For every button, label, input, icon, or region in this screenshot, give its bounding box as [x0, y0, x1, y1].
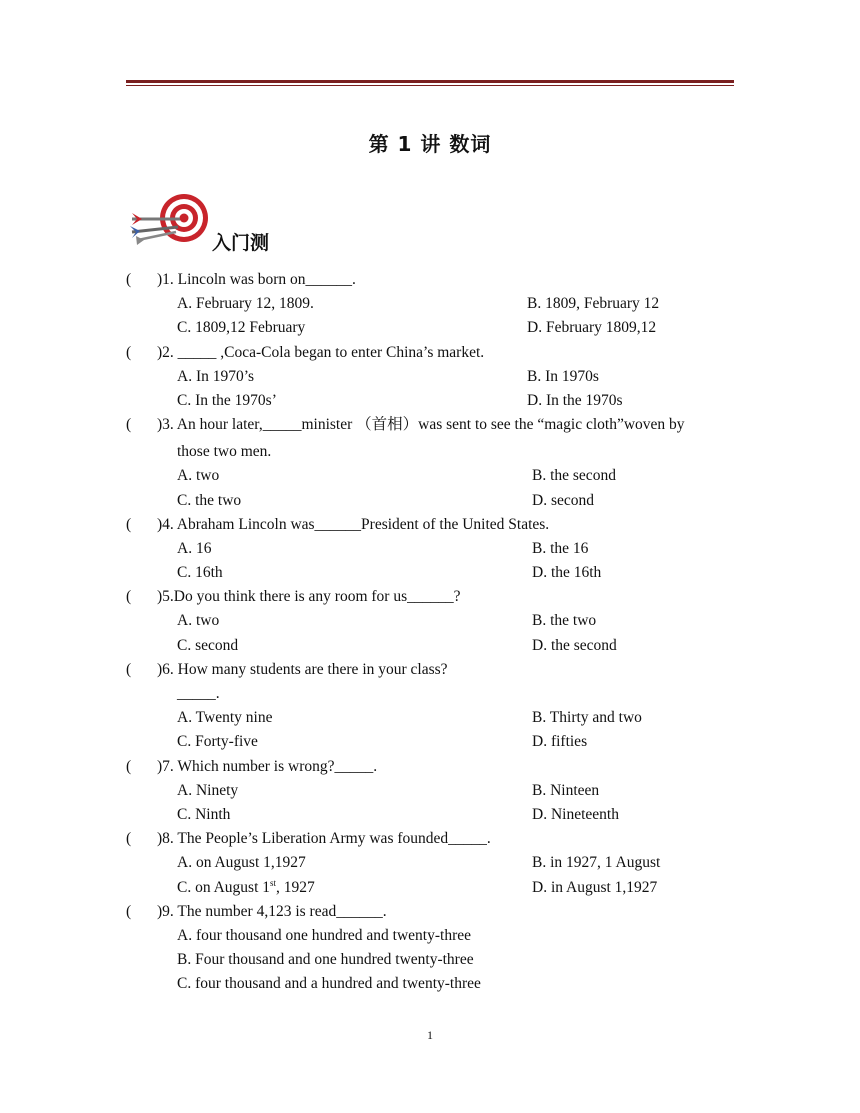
options-row: A. two B. the two [177, 612, 597, 630]
header-rule-thin [126, 85, 734, 86]
lesson-title: 第 1 讲 数词 [368, 132, 492, 156]
options-row: C. Ninth D. Nineteenth [177, 805, 619, 823]
options-row: A. February 12, 1809. B. 1809, February 12 [177, 295, 660, 313]
options-row: C. the two D. second [177, 491, 594, 509]
options-row: C. on August 1st, 1927 D. in August 1,1927 [177, 877, 658, 896]
options-row: A. In 1970’s B. In 1970s [177, 367, 599, 385]
section-heading: 入门测 [212, 232, 270, 254]
question-stem: ( )8. The People’s Liberation Army was founded_____. [126, 830, 491, 848]
options-row: A. Twenty nine B. Thirty and two [177, 709, 642, 727]
options-row: A. two B. the second [177, 467, 616, 485]
option-row: C. four thousand and a hundred and twenty-three [177, 975, 481, 993]
question-stem: ( )7. Which number is wrong?_____. [126, 757, 378, 775]
options-row: C. In the 1970s’ D. In the 1970s [177, 391, 623, 409]
options-row: A. on August 1,1927 B. in 1927, 1 August [177, 854, 661, 872]
question-stem: ( )5.Do you think there is any room for us______? [126, 588, 461, 606]
options-row: A. 16 B. the 16 [177, 539, 589, 557]
options-row: C. 1809,12 February D. February 1809,12 [177, 319, 657, 337]
question-stem-continued: _____. [177, 685, 220, 702]
header-rule-thick [126, 80, 734, 83]
options-row: C. Forty-five D. fifties [177, 733, 588, 751]
question-stem: ( )2. _____ ,Coca-Cola began to enter China’s market. [126, 343, 485, 361]
question-list [126, 268, 736, 996]
option-row: A. four thousand one hundred and twenty-three [177, 926, 471, 944]
question-stem: ( )4. Abraham Lincoln was______President of the United States. [126, 515, 550, 533]
question-stem: ( )9. The number 4,123 is read______. [126, 902, 387, 920]
question-stem: ( )6. How many students are there in your class? [126, 660, 448, 678]
options-row: C. 16th D. the 16th [177, 564, 602, 582]
question-stem: ( )1. Lincoln was born on______. [126, 271, 356, 288]
option-row: B. Four thousand and one hundred twenty-three [177, 951, 474, 969]
options-row: C. second D. the second [177, 636, 617, 654]
options-row: A. Ninety B. Ninteen [177, 781, 600, 799]
target-with-arrows-icon [128, 192, 212, 250]
page-number: 1 [427, 1028, 433, 1042]
question-stem: ( )3. An hour later,_____minister （首相）was sent to see the “magic cloth”woven by [126, 416, 685, 434]
question-stem-continued: those two men. [177, 443, 272, 461]
